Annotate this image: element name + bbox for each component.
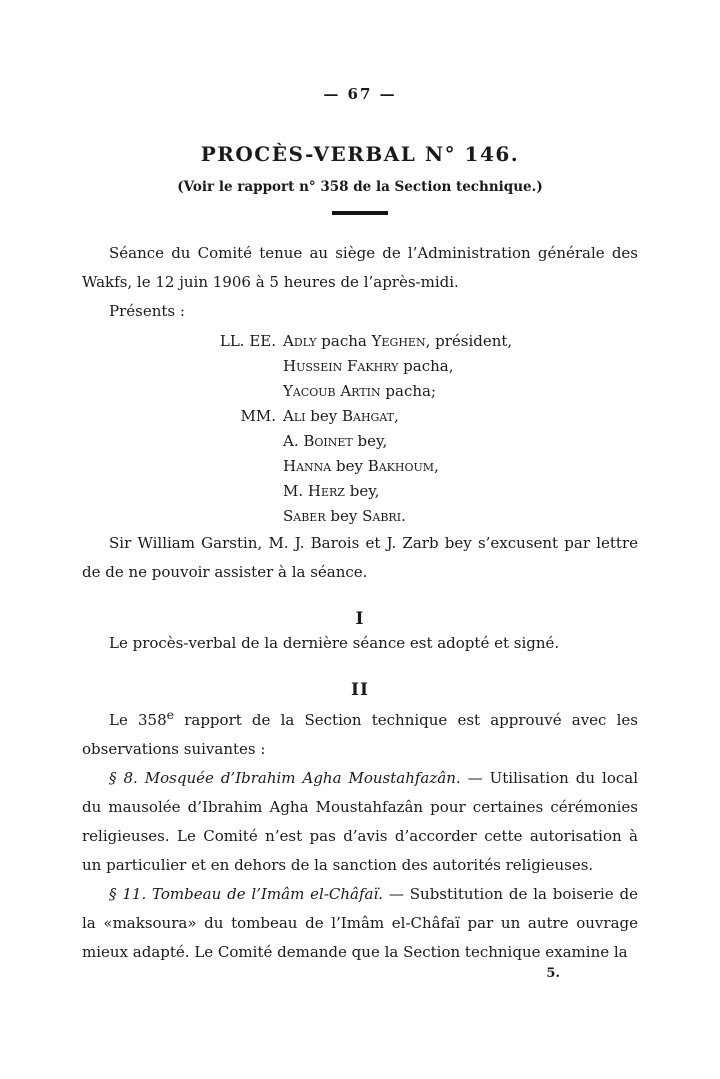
- page-number: — 67 —: [323, 85, 397, 103]
- rapport-text-pre: Le 358: [109, 711, 167, 729]
- paragraph-proces-verbal: Le procès-verbal de la dernière séance est adopté et signé.: [109, 634, 560, 652]
- attendee-row: [212, 429, 638, 454]
- text-block: [82, 239, 638, 982]
- section-8-body: — Utilisation du local du mausolée d’Ibrahim Agha Moustahfazân pour certaines cérémonies religieuses. Le Comité n’est pas d’avis d’accorder cette autorisation à un particulier et en dehors de la sanction des autorités religieuses.: [82, 769, 638, 874]
- attendee-prefix: MM.: [240, 407, 276, 425]
- rapport-text-post: rapport de la Section technique est approuvé avec les observations suivantes :: [82, 711, 638, 758]
- attendee-name: Ali bey Bahgat,: [283, 407, 399, 425]
- attendee-name: M. Herz bey,: [283, 482, 380, 500]
- document-title: PROCÈS-VERBAL N° 146.: [200, 142, 520, 166]
- attendee-prefix: [212, 454, 283, 479]
- attendee-prefix: [212, 479, 283, 504]
- attendee-name: Saber bey Sabri.: [283, 507, 406, 525]
- signature-mark: 5.: [546, 966, 560, 981]
- attendee-row: [212, 504, 638, 529]
- rapport-ordinal-suffix: e: [166, 707, 175, 722]
- paragraph-excuses: Sir William Garstin, M. J. Barois et J. Zarb bey s’excusent par lettre de de ne pouvoir assister à la séance.: [82, 534, 638, 581]
- attendee-prefix: [212, 429, 283, 454]
- attendees-list: [212, 329, 638, 529]
- paragraph-section-11: [82, 880, 638, 967]
- attendee-name: Hussein Fakhry pacha,: [283, 357, 454, 375]
- section-1-numeral: I: [355, 609, 365, 629]
- paragraph-rapport: [82, 700, 638, 764]
- attendee-row: [212, 454, 638, 479]
- paragraph-section-8: [82, 764, 638, 880]
- attendee-prefix: [212, 379, 283, 404]
- attendee-row: [212, 379, 638, 404]
- attendee-row: [212, 479, 638, 504]
- attendee-prefix: [212, 504, 283, 529]
- attendee-name: Hanna bey Bakhoum,: [283, 457, 439, 475]
- attendee-row: [212, 404, 638, 429]
- section-2-numeral: II: [351, 680, 369, 700]
- section-11-body: — Substitution de la boiserie de la «maksoura» du tombeau de l’Imâm el-Châfaï par un autre ouvrage mieux adapté. Le Comité demande que la Section technique examine la: [82, 885, 638, 961]
- title-divider: [332, 211, 388, 215]
- document-subtitle: (Voir le rapport n° 358 de la Section technique.): [177, 179, 543, 195]
- attendee-name: A. Boinet bey,: [283, 432, 388, 450]
- attendee-row: [212, 354, 638, 379]
- attendee-name: Adly pacha Yeghen, président,: [283, 332, 513, 350]
- attendee-prefix: [212, 354, 283, 379]
- section-11-heading: § 11. Tombeau de l’Imâm el-Châfaï.: [109, 885, 384, 903]
- section-8-heading: § 8. Mosquée d’Ibrahim Agha Moustahfazân.: [109, 769, 461, 787]
- attendee-prefix: LL. EE.: [219, 332, 276, 350]
- presents-label: Présents :: [109, 302, 185, 320]
- attendee-name: Yacoub Artin pacha;: [283, 382, 437, 400]
- attendee-row: [212, 329, 638, 354]
- paragraph-seance: Séance du Comité tenue au siège de l’Administration générale des Wakfs, le 12 juin 1906 à 5 heures de l’après-midi.: [82, 244, 638, 291]
